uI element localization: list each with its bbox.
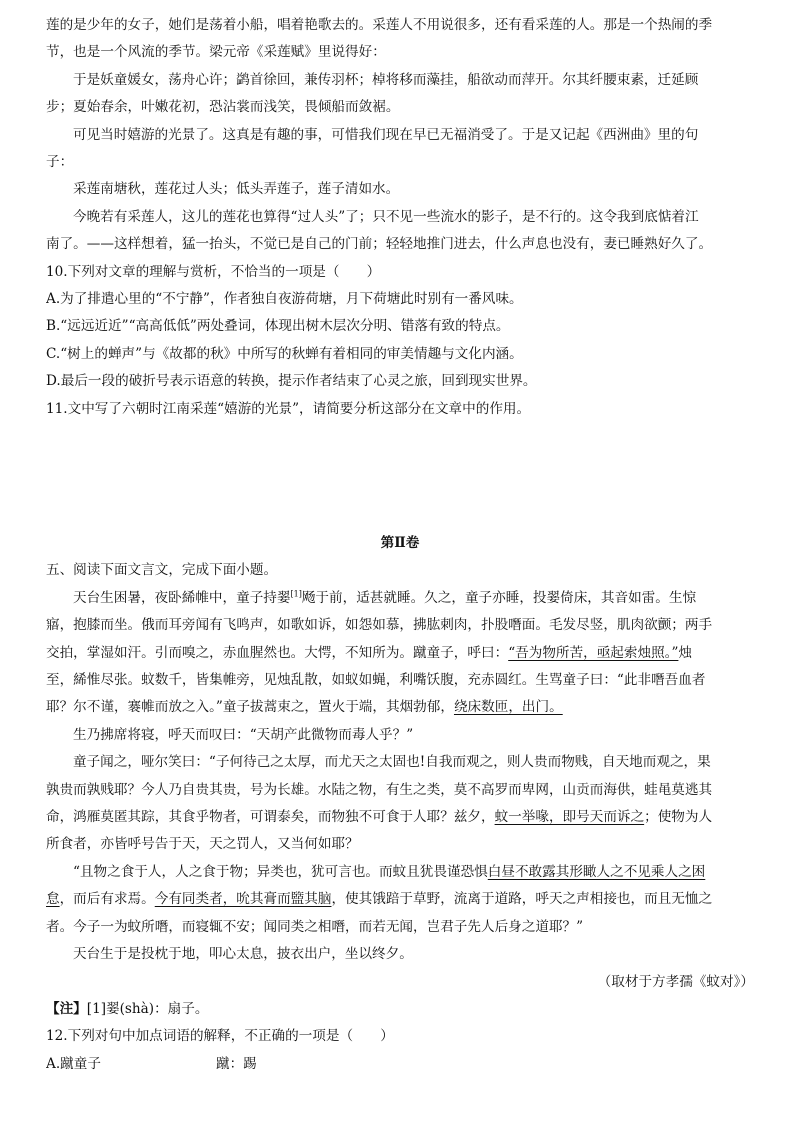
paragraph-line: 天台生困暑，夜卧絺帷中，童子持翣[1]飏于前，适甚就睡。久之，童子亦睡，投翣倚床，其音如雷。生惊 (73, 589, 697, 606)
paragraph-line: 孰贵而孰贱耶？今人乃自贵其贵，号为长雄。水陆之物，有生之类，莫不高罗而卑网，山贡而海供，蛙黾莫逃其 (46, 781, 713, 798)
paragraph-line: 今晚若有采莲人，这儿的莲花也算得“过人头”了；只不见一些流水的影子，是不行的。这令我到底惦着江 (73, 208, 699, 225)
paragraph-line: 南了。——这样想着，猛一抬头，不觉已是自己的门前；轻轻地推门进去，什么声息也没有，妻已睡熟好久了。 (46, 236, 713, 253)
paragraph-line: 莲的是少年的女子，她们是荡着小船，唱着艳歌去的。采莲人不用说很多，还有看采莲的人。那是一个热闹的季 (46, 17, 713, 33)
paragraph-line: 节，也是一个风流的季节。梁元帝《采莲赋》里说得好： (46, 44, 386, 61)
quote-line: 步；夏始春余，叶嫩花初，恐沾裳而浅笑，畏倾船而敛裾。 (46, 99, 400, 116)
paragraph-line: 生乃拂席将寝，呼天而叹曰：“天胡产此微物而毒人乎？” (73, 726, 414, 743)
option-a: A.蹴童子 蹴：踢 (46, 1055, 257, 1072)
passage-classical (46, 530, 754, 1078)
paragraph-line: 耶？尔不谨，褰帷而放之入。”童子拔蒿束之，置火于端，其烟勃郁，绕床数匝，出门。 (46, 699, 563, 716)
passage-modern (46, 12, 754, 423)
underlined-phrase: 今有同类者，吮其膏而盬其脑 (154, 891, 332, 908)
question-10: 10.下列对文章的理解与赏析，不恰当的一项是（ ） (46, 263, 381, 280)
paragraph-line: 命，鸿雁莫匿其踪，其食乎物者，可谓泰矣，而物独不可食于人耶？兹夕，蚊一举喙，即号天而诉之；使物为人 (46, 809, 713, 826)
footnote-ref: [1] (290, 589, 302, 599)
underlined-phrase: 白昼不敢露其形瞰人之不见乘人之困 (487, 863, 706, 880)
paragraph-line: 怠，而后有求焉。今有同类者，吮其膏而盬其脑，使其饿踣于草野，流离于道路，呼天之声相接也，而且无恤之 (46, 891, 713, 908)
source-citation: （取材于方孝孺《蚊对》） (597, 973, 754, 990)
paragraph-line: 天台生于是投枕于地，叩心太息，披衣出户，坐以终夕。 (73, 946, 413, 963)
underlined-phrase: 蚊一举喙，即号天而诉之 (494, 809, 645, 826)
section-instruction: 五、阅读下面文言文，完成下面小题。 (46, 562, 278, 579)
paragraph-line: 子： (46, 154, 74, 171)
paragraph-line: 可见当时嬉游的光景了。这真是有趣的事，可惜我们现在早已无福消受了。于是又记起《西洲曲》里的句 (73, 126, 699, 143)
question-12: 12.下列对句中加点词语的解释，不正确的一项是（ ） (46, 1028, 394, 1045)
option-c: C.“树上的蝉声”与《故都的秋》中所写的秋蝉有着相同的审美情趣与文化内涵。 (46, 345, 523, 362)
option-b: B.“远远近近”“高高低低”两处叠词，体现出树木层次分明、错落有致的特点。 (46, 318, 510, 335)
footnote: 【注】[1]翣(shà)：扇子。 (46, 1000, 209, 1017)
paragraph-line: 童子闻之，哑尔笑曰：“子何待己之太厚，而尤天之太固也!自我而观之，则人贵而物贱，自天地而观之，果 (73, 754, 711, 771)
paragraph-line: “且物之食于人，人之食于物；异类也，犹可言也。而蚊且犹畏谨恐惧白昼不敢露其形瞰人之不见乘人之困 (73, 863, 706, 880)
paragraph-line: 寤，抱膝而坐。俄而耳旁闻有飞鸣声，如歌如诉，如怨如慕，拂肱刺肉，扑股噆面。毛发尽竖，肌肉欲颤；两手 (46, 617, 713, 634)
question-11: 11.文中写了六朝时江南采莲“嬉游的光景”，请简要分析这部分在文章中的作用。 (46, 400, 531, 417)
quote-line: 于是妖童媛女，荡舟心许；鹢首徐回，兼传羽杯；棹将移而藻挂，船欲动而萍开。尔其纤腰束素，迁延顾 (73, 71, 699, 88)
paragraph-line: 者。今子一为蚊所噆，而寝辄不安；闻同类之相噆，而若无闻，岂君子先人后身之道耶？” (46, 918, 584, 935)
option-d: D.最后一段的破折号表示语意的转换，提示作者结束了心灵之旅，回到现实世界。 (46, 373, 537, 390)
section-title: 第Ⅱ卷 (380, 535, 420, 551)
paragraph-line: 至，絺惟尽张。蚊数千，皆集帷旁，见烛乱散，如蚁如蝇，利嘴饫腹，充赤圆红。生骂童子曰：“此非噆吾血者 (46, 672, 706, 689)
paragraph-line: 交拍，掌湿如汗。引而嗅之，赤血腥然也。大愕，不知所为。蹴童子，呼曰：“吾为物所苦，亟起索烛照。”烛 (46, 644, 693, 661)
underlined-phrase: 绕床数匝，出门。 (453, 699, 563, 716)
quote-line: 采莲南塘秋，莲花过人头；低头弄莲子，莲子清如水。 (73, 181, 400, 198)
option-a: A.为了排遣心里的“不宁静”，作者独自夜游荷塘，月下荷塘此时别有一番风味。 (46, 291, 523, 308)
underlined-phrase: “吾为物所苦，亟起索烛照。” (508, 644, 679, 661)
paragraph-line: 所食者，亦皆呼号告于天，天之罚人，又当何如耶？ (46, 836, 359, 853)
